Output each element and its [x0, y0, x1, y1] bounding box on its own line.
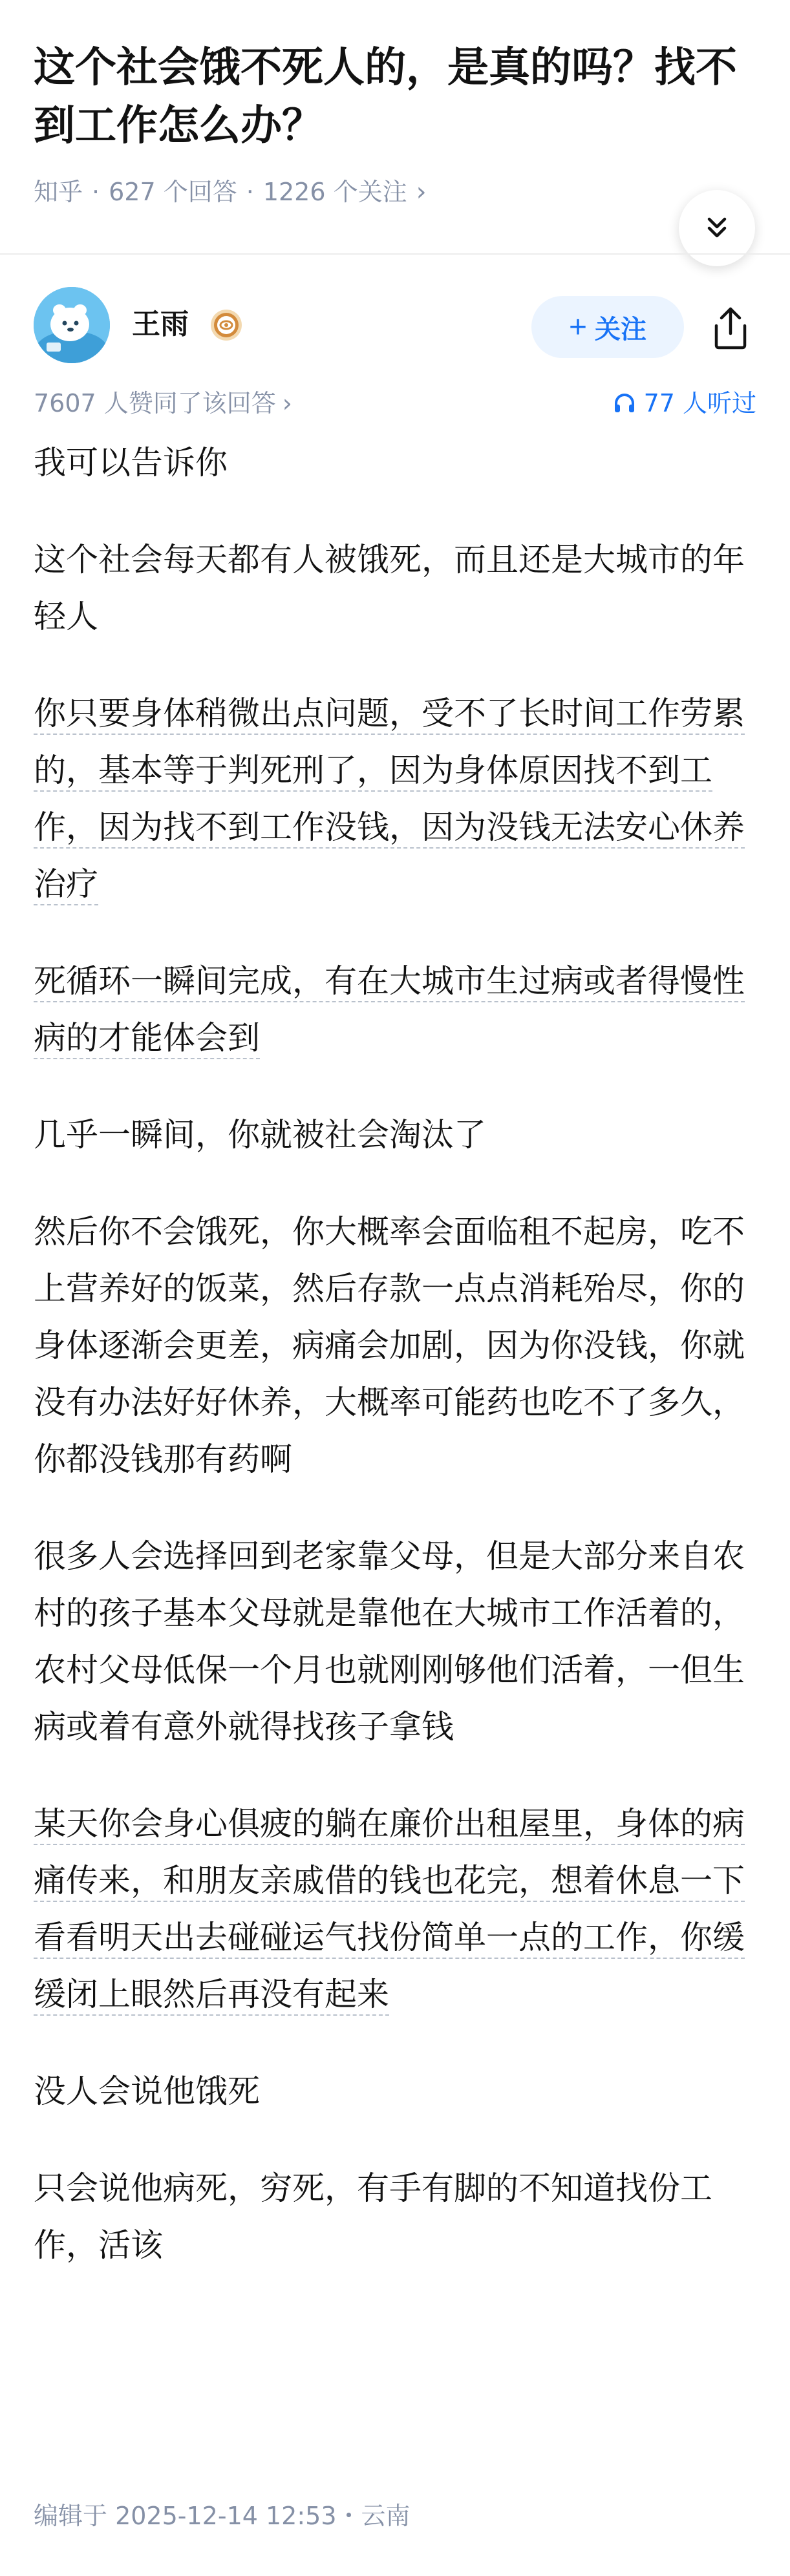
answer-paragraph: 只会说他病死，穷死，有手有脚的不知道找份工作，活该: [34, 2170, 712, 2264]
chevron-right-icon: ›: [416, 177, 427, 207]
source-label: 知乎: [34, 178, 83, 206]
author-row: [0, 278, 790, 368]
chevron-right-icon: ›: [282, 389, 292, 417]
answer-content: [34, 434, 751, 2314]
edit-timestamp: 编辑于 2025-12-14 12:53・云南: [34, 2502, 411, 2530]
meta-separator: ·: [92, 178, 100, 206]
answer-paragraph: 死循环一瞬间完成，有在大城市生过病或者得慢性病的才能体会到: [34, 962, 745, 1057]
answer-paragraph: 某天你会身心俱疲的躺在廉价出租屋里，身体的病痛传来，和朋友亲戚借的钱也花完，想着休息一下看看明天出去碰碰运气找份简单一点的工作，你缓缓闭上眼然后再没有起来: [34, 1805, 745, 2013]
headphones-icon: [613, 392, 636, 415]
double-chevron-down-icon: [703, 214, 731, 242]
likes-count[interactable]: [34, 385, 292, 421]
answer-paragraph: 你只要身体稍微出点问题，受不了长时间工作劳累的，基本等于判死刑了，因为身体原因找不到工作，因为找不到工作没钱，因为没钱无法安心休养治疗: [34, 695, 745, 903]
answer-stats: [34, 385, 756, 421]
answer-paragraph: 然后你不会饿死，你大概率会面临租不起房，吃不上营养好的饭菜，然后存款一点点消耗殆尽，你的身体逐渐会更差，病痛会加剧，因为你没钱，你就没有办法好好休养，大概率可能药也吃不了多久，你都没钱那有药啊: [34, 1213, 745, 1478]
likes-label: 7607 人赞同了该回答: [34, 389, 276, 417]
follow-label: 关注: [595, 315, 647, 344]
collapse-button[interactable]: [679, 190, 755, 266]
meta-separator: ·: [246, 178, 254, 206]
share-icon[interactable]: [705, 302, 756, 354]
creator-badge-icon[interactable]: [209, 308, 243, 342]
question-header: [0, 0, 790, 253]
answer-paragraph: 我可以告诉你: [34, 444, 228, 481]
question-title[interactable]: 这个社会饿不死人的，是真的吗？找不到工作怎么办？: [34, 44, 737, 150]
follow-button[interactable]: [531, 296, 684, 358]
answer-paragraph: 没人会说他饿死: [34, 2073, 260, 2110]
plus-icon: +: [568, 310, 588, 344]
header-divider: [0, 253, 790, 255]
followers-count: 1226 个关注: [262, 178, 407, 206]
answer-paragraph: 几乎一瞬间，你就被社会淘汰了: [34, 1116, 486, 1154]
avatar-image: [34, 287, 110, 363]
listened-count[interactable]: [613, 385, 756, 421]
answer-paragraph: 很多人会选择回到老家靠父母，但是大部分来自农村的孩子基本父母就是靠他在大城市工作活着的，农村父母低保一个月也就刚刚够他们活着，一但生病或着有意外就得找孩子拿钱: [34, 1537, 745, 1746]
answer-paragraph: 这个社会每天都有人被饿死，而且还是大城市的年轻人: [34, 541, 745, 635]
author-name[interactable]: 王雨: [132, 308, 189, 341]
listened-label: 77 人听过: [643, 389, 756, 417]
question-meta[interactable]: [34, 176, 427, 208]
avatar[interactable]: [34, 287, 110, 363]
answers-count: 627 个回答: [109, 178, 237, 206]
